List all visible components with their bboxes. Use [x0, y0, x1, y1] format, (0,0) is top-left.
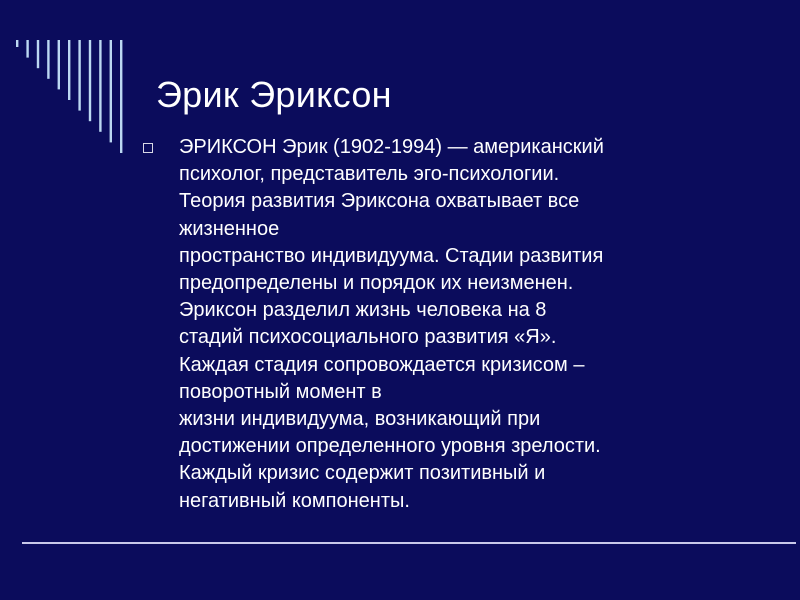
body-line: достижении определенного уровня зрелости. [179, 435, 601, 458]
decor-stripe [110, 40, 112, 142]
decor-stripe [89, 40, 91, 121]
decor-stripe [120, 40, 122, 153]
body-line: Эриксон разделил жизнь человека на 8 [179, 299, 547, 322]
body-line: пространство индивидуума. Стадии развития [179, 244, 604, 267]
slide-title: Эрик Эриксон [156, 74, 392, 115]
decor-stripe [26, 40, 28, 58]
body-line: Каждый кризис содержит позитивный и [179, 462, 546, 485]
bottom-divider [22, 542, 796, 544]
hollow-square-icon [143, 143, 153, 153]
body-line: поворотный момент в [179, 380, 382, 403]
body-paragraph [179, 134, 779, 515]
decor-stripe [78, 40, 80, 111]
body-line: стадий психосоциального развития «Я». [179, 326, 557, 349]
decor-stripe [16, 40, 18, 47]
body-line: негативный компоненты. [179, 489, 410, 512]
decor-stripe [47, 40, 49, 79]
decor-stripe [58, 40, 60, 89]
body-line: ЭРИКСОН Эрик (1902-1994) — американский [179, 136, 604, 158]
body-line: Каждая стадия сопровождается кризисом – [179, 353, 585, 376]
decor-stripe [37, 40, 39, 68]
decor-stripe [68, 40, 70, 100]
body-line: предопределены и порядок их неизменен. [179, 272, 574, 295]
body-line: Теория развития Эриксона охватывает все [179, 190, 580, 213]
decor-stripe [99, 40, 101, 132]
body-line: жизненное [179, 217, 280, 240]
body-line: психолог, представитель эго-психологии. [179, 163, 560, 186]
body-line: жизни индивидуума, возникающий при [179, 408, 541, 431]
